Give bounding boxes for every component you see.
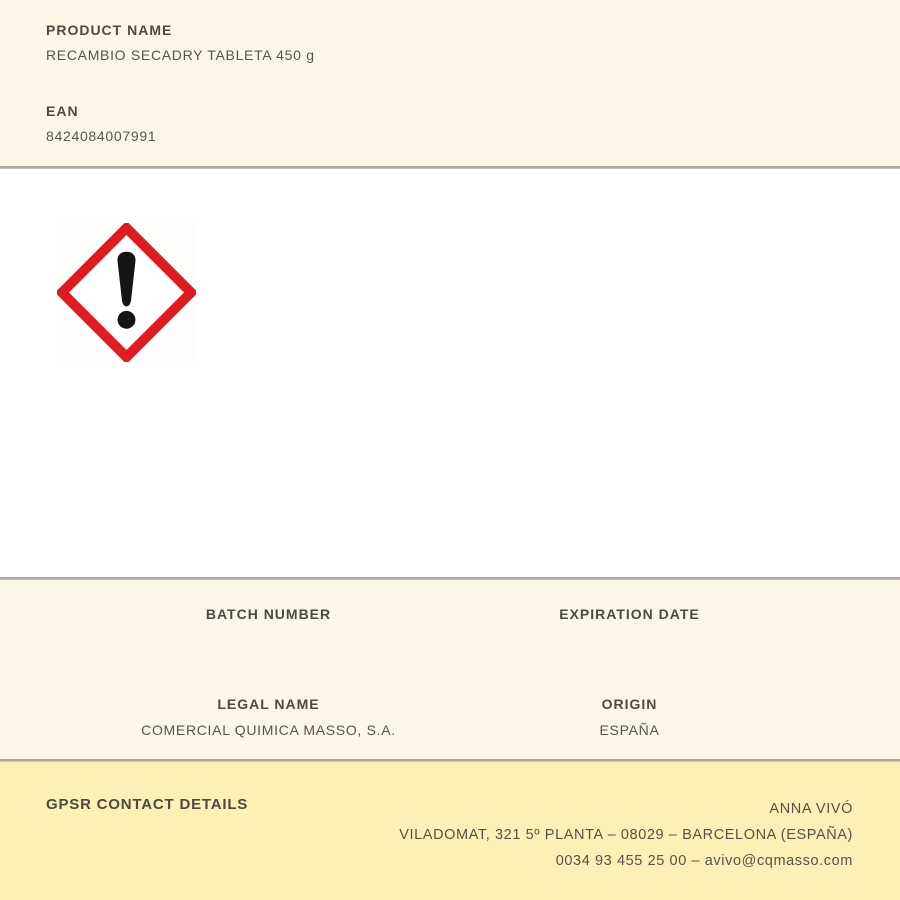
ean-value: 8424084007991 [46,128,157,144]
origin-label: ORIGIN [601,696,658,712]
pictogram-section [0,169,900,577]
product-header-section [0,0,900,166]
ghs07-exclamation-mark-pictogram-icon [57,223,196,362]
expiration-date-field [449,606,810,632]
origin-field [449,696,810,739]
contact-person-name: ANNA VIVÓ [769,801,853,817]
contact-address: VILADOMAT, 321 5º PLANTA – 08029 – BARCELONA (ESPAÑA) [399,827,853,843]
info-row-legal-origin [88,696,810,739]
gpsr-contact-lines [399,796,853,874]
batch-number-label: BATCH NUMBER [205,606,332,622]
gpsr-contact-section [0,762,900,900]
legal-name-value: COMERCIAL QUIMICA MASSO, S.A. [141,722,396,738]
expiration-date-label: EXPIRATION DATE [559,606,700,622]
info-section [0,580,900,759]
product-name-value: RECAMBIO SECADRY TABLETA 450 g [46,47,315,63]
legal-name-label: LEGAL NAME [217,696,320,712]
info-row-batch-expiration [88,606,810,632]
ean-label: EAN [46,103,79,119]
product-name-label: PRODUCT NAME [46,22,173,38]
gpsr-contact-label: GPSR CONTACT DETAILS [46,796,249,813]
origin-value: ESPAÑA [599,722,660,738]
contact-phone-email: 0034 93 455 25 00 – avivo@cqmasso.com [555,853,853,869]
ean-field [46,103,854,145]
batch-number-field [88,606,449,632]
legal-name-field [88,696,449,739]
product-name-field [46,22,854,64]
